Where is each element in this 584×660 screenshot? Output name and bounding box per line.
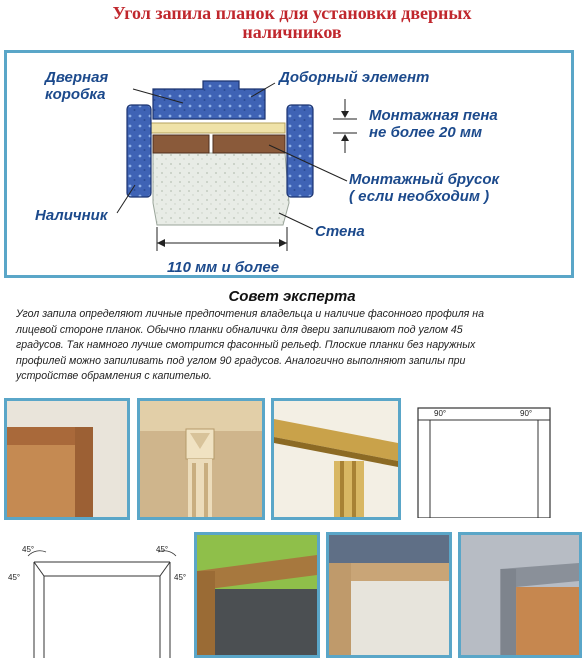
angle-label-45-c: 45° (156, 545, 169, 554)
sketch-90-degree (412, 402, 562, 518)
foam-arrowhead-bottom (341, 134, 349, 141)
dim-arrowhead-left (157, 239, 165, 247)
tip-line-1: Угол запила определяют личные предпочтения владельца и наличие фасонного профиля на (16, 308, 484, 320)
label-width: 110 мм и более (167, 259, 280, 276)
angle-label-45-d: 45° (174, 573, 187, 582)
foam-strip (151, 123, 285, 133)
leader-casing (117, 185, 135, 213)
label-extension-element: Доборный элемент (279, 69, 430, 86)
angle-label-45-a: 45° (22, 545, 35, 554)
label-door-frame-line-2: коробка (45, 86, 106, 103)
label-foam (369, 107, 498, 141)
label-mounting-bar (349, 171, 499, 205)
label-bar-line-1: Монтажный брусок (349, 171, 500, 188)
tip-text (16, 307, 572, 385)
page-title (0, 4, 584, 42)
tip-line-3: градусов. Так намного лучше смотрится фасонный рельеф. Плоские планки без наружных (16, 339, 476, 351)
label-casing: Наличник (35, 207, 108, 224)
photo-light-casing-corner (326, 532, 452, 658)
cross-section-diagram (4, 50, 574, 278)
foam-arrowhead-top (341, 111, 349, 118)
title-line-1: Угол запила планок для установки дверных (112, 3, 472, 23)
tip-line-4: профилей можно запиливать под углом 90 градусов. Аналогично выполняют запилы при (16, 354, 466, 367)
photo-wood-casing-corner (4, 398, 130, 520)
casing-left (127, 105, 151, 197)
photo-grey-casing-corner (458, 532, 582, 658)
photo-gold-capital (271, 398, 401, 520)
mounting-bar-right (213, 135, 285, 153)
label-bar-line-2: ( если необходим ) (349, 188, 490, 205)
sketch-45-degree (6, 540, 192, 658)
label-door-frame-line-1: Дверная (45, 69, 109, 86)
label-foam-line-1: Монтажная пена (369, 107, 498, 124)
angle-label-90-right: 90° (520, 409, 533, 418)
label-door-frame (45, 69, 108, 103)
angle-label-90-left: 90° (434, 409, 447, 418)
label-foam-line-2: не более 20 мм (369, 124, 483, 141)
tip-heading: Совет эксперта (228, 288, 356, 305)
dim-arrowhead-right (279, 239, 287, 247)
casing-right (287, 105, 313, 197)
tip-line-2: лицевой стороне планок. Обычно планки обналички для двери запиливают под углом 45 (16, 323, 463, 336)
angle-label-45-b: 45° (8, 573, 21, 582)
wall-block (153, 153, 289, 225)
door-box (153, 81, 265, 119)
tip-line-5: устройстве обрамления с капителью. (16, 370, 212, 382)
mounting-bar-left (153, 135, 209, 153)
photo-capital-casing (137, 398, 265, 520)
photo-dark-casing-corner (194, 532, 320, 658)
title-line-2: наличников (242, 22, 342, 42)
label-wall: Стена (315, 223, 365, 240)
